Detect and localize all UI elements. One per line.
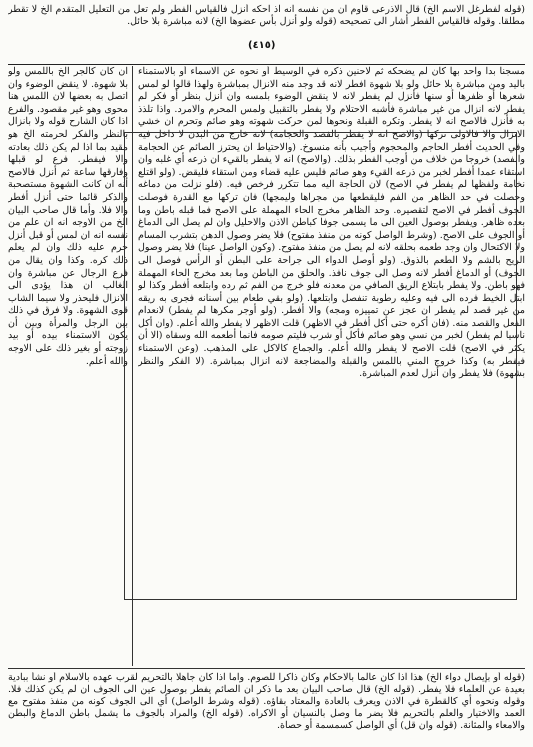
main-text-column: [138, 66, 525, 666]
margin-text: ان كان كالجر الخ باللمس ولو بلا شهوة. لا ينقض الوضوء وان اتصل به بعضها لان اللمس هنا محوى وهو غير مقصود. والفرع اذا كان الشارح قوله ولا بانزال بالنظر والفكر لحرمته الخ هو مقيد بما اذا لم يكن ذلك بعادته والا فيفطر. فرع لو قبلها وفارقها ساعة ثم أنزل فالاصح أنه ان كانت الشهوة مستصحبة والذكر قائما حتى أنزل أفطر والا فلا. وأما قال صاحب البيان الخ من الاوجه انه ان علم من نفسه انه ان لمس أو قبل أنزل حرم عليه ذلك وان لم يعلم ذلك كره. وكذا وان يقال من فرع الرجال عن مباشرة وان الغالب ان هذا يؤدى الى الانزال فليحذر ولا سيما الشاب قوى الشهوة. ولا فرق في ذلك بين الرجل والمرأة وبين أن يكون الاستمناء بيده أو بيد زوجته أو بغير ذلك على الاوجه والله أعلم.: [8, 66, 128, 367]
header-text: (قوله لفطرغل الاسم الخ) قال الاذرعى قاوم ان من نفسه انه اذ احكه أنزل فالقياس الفطر ولم تعل من التعليل المتقدم الخ لا تقطر مطلقا. وقوله فالقياس الفطر أشار الى تصحيحه (قوله ولو أنزل بأس عضوها الخ) لانه مباشرة بلا حائل.: [8, 4, 525, 27]
margin-commentary-column: [8, 66, 128, 666]
running-header: [8, 4, 525, 65]
page-number: (٤١٥): [248, 40, 276, 51]
footnotes-text: (قوله أو بإيصال دواء الخ) هذا اذا كان عالما بالاحكام وكان ذاكرا للصوم. واما اذا كان جاهلا بالتحريم لقرب عهده بالاسلام أو نشأ ببادية بعيدة عن العلماء فلا يفطر. (قوله الخ) قال صاحب البيان بعد ما ذكر ان الصائم يفطر بوصول عين الى الجوف ان لم يكن كذلك فلا. وقوله ونحوه أي كالقطرة في الاذن ويعرف بالعادة والمعتاد بقاؤه. (قوله وشرط الواصل) أي الى الجوف كونه من منفذ مفتوح مع العمد والاختيار والعلم بالتحريم فلا يضر ما وصل بالنسيان أو الاكراه. (قوله الخ) والمراد بالجوف ما يشمل باطن الدماغ والبطن والامعاء والمثانة. (قوله وان قل) أي الواصل كسمسمة أو حصاة.: [8, 672, 525, 731]
footnotes: [8, 672, 525, 742]
column-divider: [132, 66, 133, 666]
main-text: مسجنا بدا واحد بها كان لم يضحكه ثم لاحنين ذكره في الوسيط أو نحوه عن الاسماء أو بالاستمناء باليد ومن مباشرة بلا حائل ولو بلا شهوة افطر لانه قد وجد منه الانزال بمباشرة ولهذا قالوا لو لمس شعرها أو ظفرها أو سنها فأنزل لم يفطر لانه لا ينقض الوضوء بلمسه وان أنزل بنظر أو فكر لم يفطر لانه انزال من غير مباشرة فأشبه الاحتلام ولا يفطر بالتقبيل ولمس المحرم والامرد. واذا تلذذ به فأنزل فالاصح انه لا يفطر. وتكره القبلة ونحوها لمن حركت شهوته وهو صائم وتحرم ان خشي الانزال والا فالاولى تركها (والاصح انه لا يفطر بالفصد والحجامة) لانه خارج من البدن لا داخل فيه وفي الحديث أفطر الحاجم والمحجوم وأجيب بأنه منسوخ. (والاحتياط ان يحترز الصائم عن الحجامة والفصد) خروجا من خلاف من أوجب الفطر بذلك. (والاصح) انه لا يفطر بالقيء ان ذرعه أي غلبه وان استقاء عمدا أفطر لخبر من ذرعه القيء وهو صائم فليس عليه قضاء ومن استقاء فليقض. (ولو اقتلع نخامة ولفظها لم يفطر في الاصح) لان الحاجة اليه مما تتكرر فرخص فيه. (فلو نزلت من دماغه وحصلت في حد الظاهر من الفم فليقطعها من مجراها وليمجها) فان تركها مع القدرة فوصلت الجوف أفطر في الاصح لتقصيره. وحد الظاهر مخرج الحاء المهملة على الاصح فما قبله باطن وما بعده ظاهر. ويفطر بوصول العين الى ما يسمى جوفا كباطن الاذن والاحليل وان لم يصل الى الدماغ أو الجوف على الاصح. (وشرط الواصل كونه من منفذ مفتوح) فلا يضر وصول الدهن بتشرب المسام ولا الاكتحال وان وجد طعمه بحلقه لانه لم يصل من منفذ مفتوح. (وكون الواصل عينا) فلا يضر وصول الريح بالشم ولا الطعم بالذوق. (ولو أوصل الدواء الى جراحة على البطن أو الرأس فوصل الى الجوف) أو الدماغ أفطر لانه وصل الى جوف نافذ. والحلق من الباطن وما بعد مخرج الحاء المهملة فهو باطن. ولا يفطر بابتلاع الريق الصافي من معدنه فلو خرج من الفم ثم رده وابتلعه أفطر وكذا لو ابتل الخيط فرده الى فيه وعليه رطوبة تنفصل وابتلعها. (ولو بقي طعام بين أسنانه فجرى به ريقه من غير قصد لم يفطر ان عجز عن تمييزه ومجه) والا أفطر. (ولو أوجر مكرها لم يفطر) لانعدام الفعل والقصد منه. (فان أكره حتى أكل أفطر في الاظهر) قلت الاظهر لا يفطر والله أعلم. (وان أكل ناسيا لم يفطر) لخبر من نسي وهو صائم فأكل أو شرب فليتم صومه فانما أطعمه الله وسقاه (الا أن يكثر في الاصح) قلت الاصح لا يفطر والله أعلم. والجماع كالاكل على المذهب. (وعن الاستمناء فيفطر به) وكذا خروج المني باللمس والقبلة والمضاجعة لانه انزال بمباشرة. (لا الفكر والنظر بشهوة) فلا يفطر وان أنزل لعدم المباشرة.: [138, 66, 525, 380]
main-content: [8, 66, 525, 666]
footnote-divider: [8, 668, 525, 669]
